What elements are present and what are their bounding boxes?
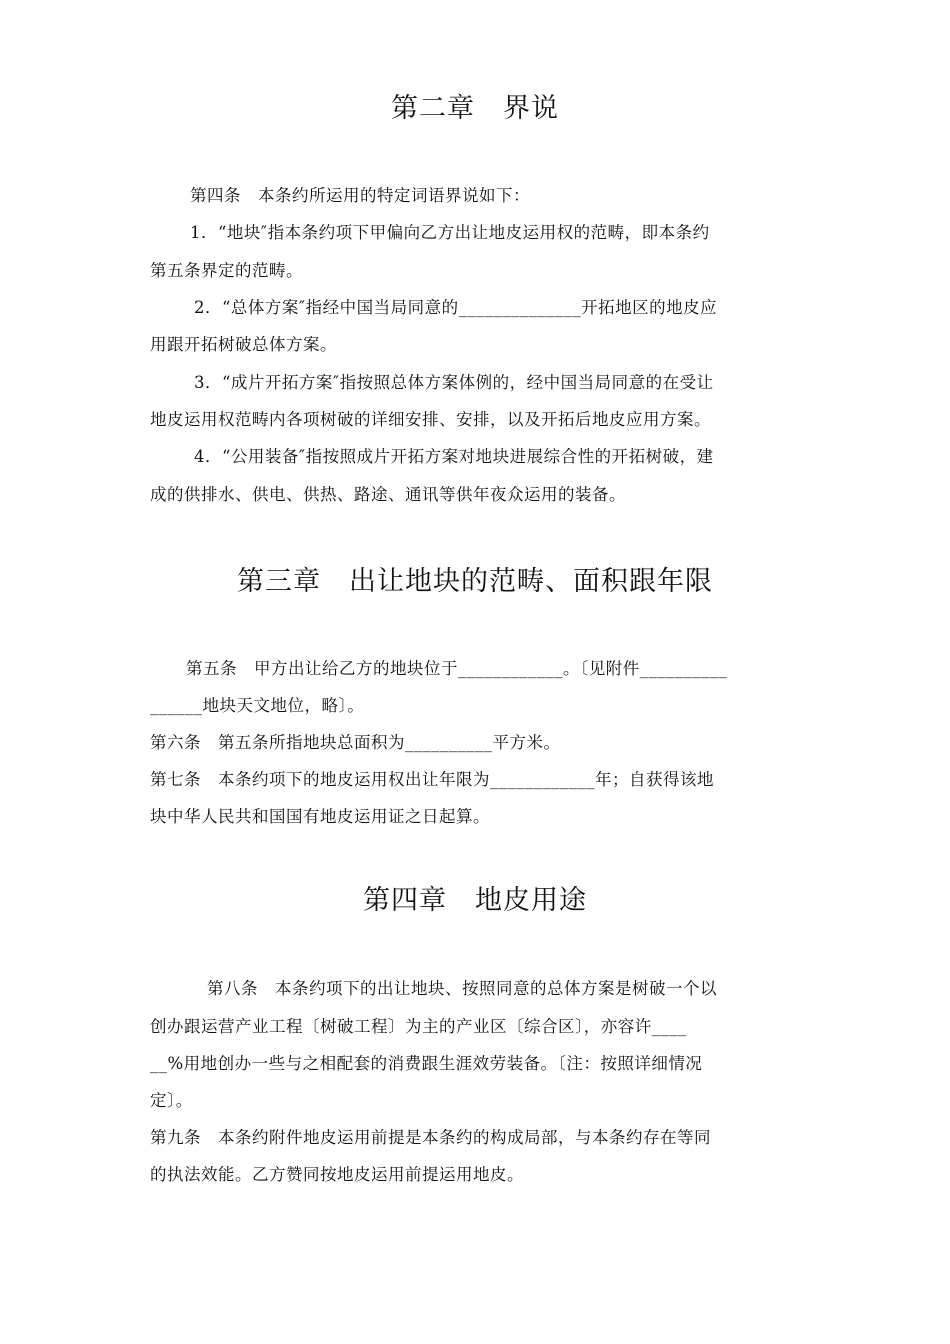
definition-4-line: 成的供排水、供电、供热、路途、通讯等供年夜众运用的装备。 (150, 485, 626, 504)
article-7-line: 块中华人民共和国国有地皮运用证之日起算。 (150, 807, 490, 826)
article-8-line: 第八条 本条约项下的出让地块、按照同意的总体方案是树破一个以 (207, 979, 717, 998)
article-8-line: __%用地创办一些与之相配套的消费跟生涯效劳装备。〔注：按照详细情况 (150, 1054, 703, 1073)
chapter-3-title: 第三章 出让地块的范畴、面积跟年限 (237, 566, 713, 597)
definition-3-line: 3．“成片开拓方案″指按照总体方案体例的，经中国当局同意的在受让 (194, 373, 714, 392)
article-4-line: 第四条 本条约所运用的特定词语界说如下： (190, 186, 530, 205)
definition-1-line: 第五条界定的范畴。 (150, 261, 303, 280)
article-7-line: 第七条 本条约项下的地皮运用权出让年限为____________年；自获得该地 (150, 770, 714, 789)
article-5-line: 第五条 甲方出让给乙方的地块位于____________。〔见附件__________ (186, 659, 728, 678)
definition-2-line: 用跟开拓树破总体方案。 (150, 335, 337, 354)
chapter-4-title: 第四章 地皮用途 (363, 885, 587, 916)
article-9-line: 第九条 本条约附件地皮运用前提是本条约的构成局部，与本条约存在等同 (150, 1128, 711, 1147)
article-9-line: 的执法效能。乙方赞同按地皮运用前提运用地皮。 (150, 1165, 524, 1184)
definition-4-line: 4．“公用装备″指按照成片开拓方案对地块进展综合性的开拓树破，建 (194, 447, 714, 466)
chapter-2-title: 第二章 界说 (391, 93, 559, 124)
article-8-line: 定〕。 (150, 1091, 193, 1110)
definition-1-line: 1．“地块″指本条约项下甲偏向乙方出让地皮运用权的范畴，即本条约 (190, 223, 710, 242)
article-5-line: ______地块天文地位，略〕。 (150, 696, 365, 715)
article-6-line: 第六条 第五条所指地块总面积为__________平方米。 (150, 733, 561, 752)
definition-3-line: 地皮运用权范畴内各项树破的详细安排、安排，以及开拓后地皮应用方案。 (150, 410, 711, 429)
definition-2-line: 2．“总体方案″指经中国当局同意的______________开拓地区的地皮应 (194, 298, 718, 317)
article-8-line: 创办跟运营产业工程〔树破工程〕为主的产业区〔综合区〕，亦容许____ (150, 1017, 687, 1036)
